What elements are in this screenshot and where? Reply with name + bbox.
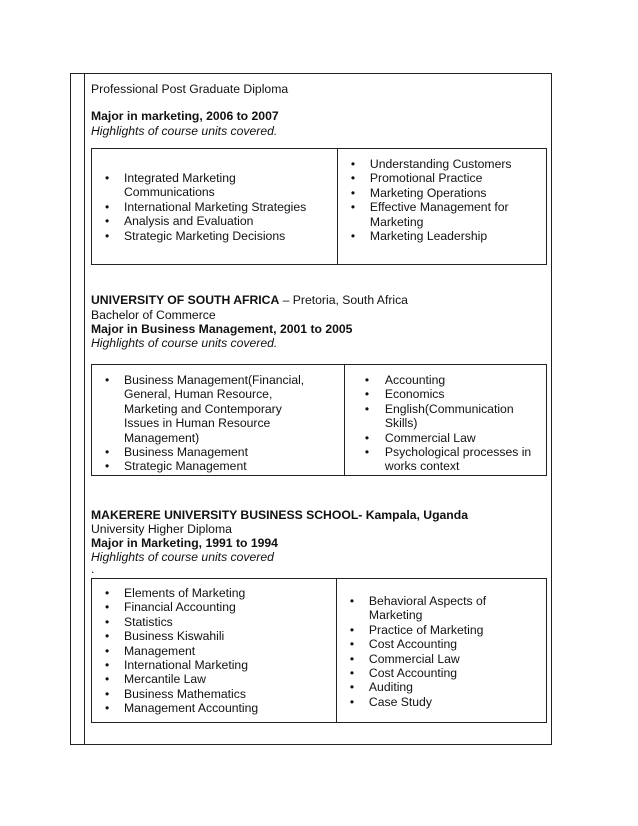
institution-heading: [91, 293, 408, 308]
course-units-table: [91, 148, 547, 265]
course-unit-item: • Strategic Management: [92, 459, 314, 473]
course-unit-item: • Practice of Marketing: [337, 623, 504, 637]
stray-dot: .: [91, 562, 95, 576]
course-unit-item: • Commercial Law: [345, 431, 540, 445]
course-unit-item: • Financial Accounting: [92, 600, 324, 614]
course-unit-item: • Marketing Leadership: [338, 229, 535, 243]
course-unit-item: • International Marketing Strategies: [92, 200, 314, 214]
course-units-left-column: [92, 365, 345, 475]
course-unit-item: • English(Communication Skills): [345, 402, 540, 431]
course-unit-item: • Commercial Law: [337, 652, 504, 666]
course-units-right-column: [345, 365, 546, 475]
course-unit-item: • Elements of Marketing: [92, 586, 324, 600]
course-unit-item: • Understanding Customers: [338, 157, 535, 171]
course-unit-item: • Psychological processes in works context: [345, 445, 540, 474]
institution-heading: MAKERERE UNIVERSITY BUSINESS SCHOOL- Kampala, Uganda: [91, 508, 468, 522]
highlights-note: Highlights of course units covered.: [91, 124, 278, 138]
course-unit-item: • Business Mathematics: [92, 687, 324, 701]
course-list: [92, 171, 337, 243]
course-unit-item: • International Marketing: [92, 658, 324, 672]
course-list: [337, 594, 546, 709]
course-list: [345, 373, 546, 474]
course-unit-item: • Accounting: [345, 373, 540, 387]
course-units-table: [91, 364, 547, 476]
left-gutter-line: [84, 73, 85, 745]
course-unit-item: • Economics: [345, 387, 540, 401]
course-unit-item: • Business Management(Financial, General, Human Resource, Marketing and Contemporary Issues in Human Resource Management): [92, 373, 314, 445]
course-unit-item: • Analysis and Evaluation: [92, 214, 314, 228]
course-units-left-column: [92, 579, 337, 722]
course-unit-item: • Business Management: [92, 445, 314, 459]
major-heading: Major in marketing, 2006 to 2007: [91, 109, 279, 123]
course-unit-item: • Statistics: [92, 615, 324, 629]
institution-location: – Pretoria, South Africa: [279, 293, 408, 307]
course-units-left-column: [92, 149, 338, 264]
course-unit-item: • Cost Accounting: [337, 637, 504, 651]
degree-title: University Higher Diploma: [91, 522, 232, 536]
course-unit-item: • Auditing: [337, 680, 504, 694]
institution-name: UNIVERSITY OF SOUTH AFRICA: [91, 293, 280, 307]
course-list: [338, 157, 546, 243]
course-unit-item: • Integrated Marketing Communications: [92, 171, 314, 200]
major-heading: Major in Marketing, 1991 to 1994: [91, 536, 278, 550]
course-unit-item: • Cost Accounting: [337, 666, 504, 680]
course-list: [92, 586, 336, 716]
degree-title: Bachelor of Commerce: [91, 308, 216, 322]
highlights-note: Highlights of course units covered: [91, 550, 274, 564]
course-unit-item: • Strategic Marketing Decisions: [92, 229, 314, 243]
course-units-table: [91, 578, 547, 723]
course-unit-item: • Business Kiswahili: [92, 629, 324, 643]
course-unit-item: • Mercantile Law: [92, 672, 324, 686]
course-unit-item: • Behavioral Aspects of Marketing: [337, 594, 504, 623]
course-unit-item: • Case Study: [337, 695, 504, 709]
course-list: [92, 373, 344, 474]
major-heading: Major in Business Management, 2001 to 2005: [91, 322, 353, 336]
course-units-right-column: [337, 579, 546, 722]
diploma-title: Professional Post Graduate Diploma: [91, 82, 289, 96]
course-unit-item: • Effective Management for Marketing: [338, 200, 535, 229]
highlights-note: Highlights of course units covered.: [91, 336, 278, 350]
course-unit-item: • Marketing Operations: [338, 186, 535, 200]
course-unit-item: • Management: [92, 644, 324, 658]
course-units-right-column: [338, 149, 546, 264]
course-unit-item: • Management Accounting: [92, 701, 324, 715]
course-unit-item: • Promotional Practice: [338, 171, 535, 185]
